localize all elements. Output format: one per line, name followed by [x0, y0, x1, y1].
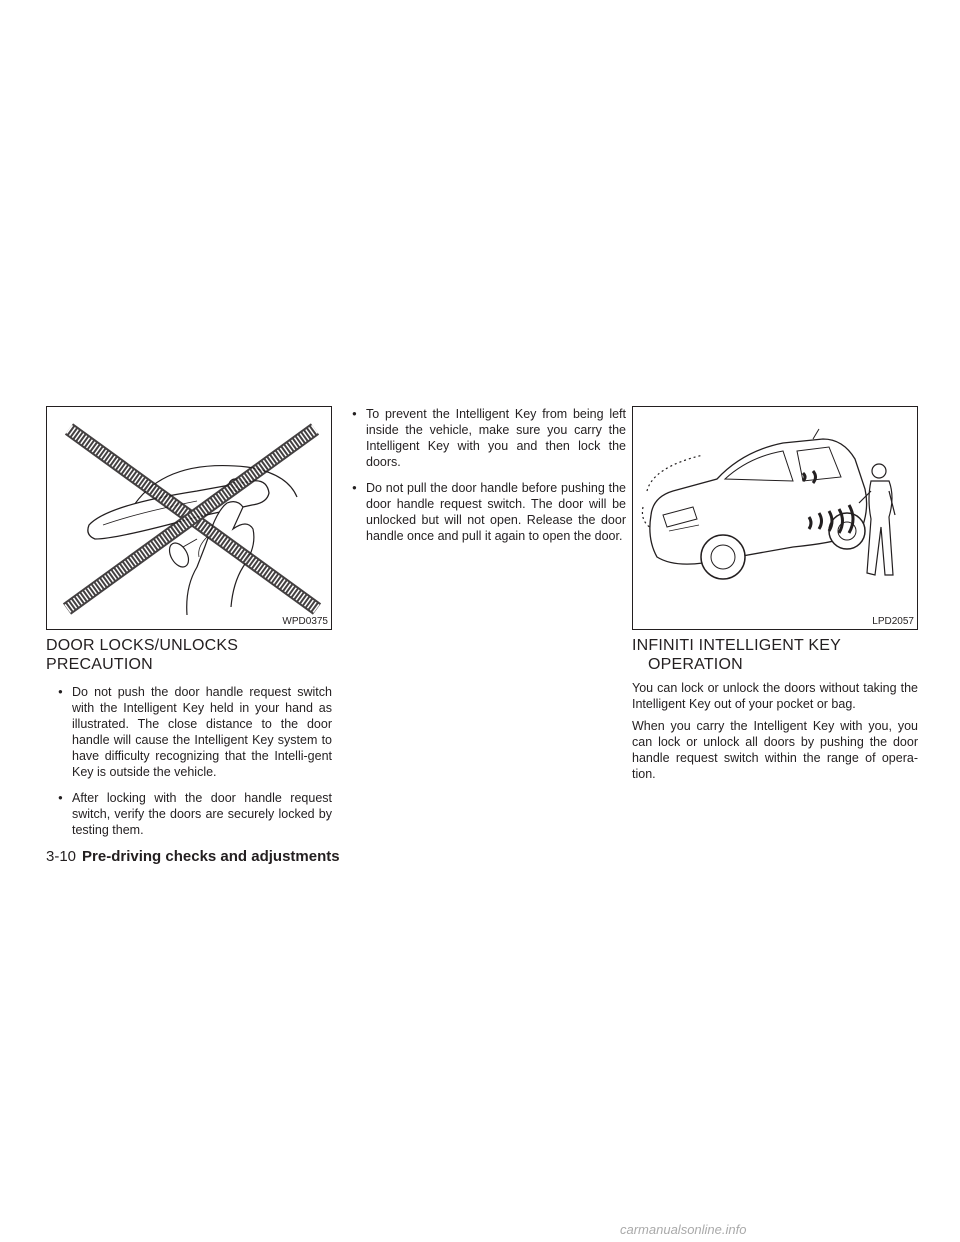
- heading-line-2: PRECAUTION: [46, 656, 153, 673]
- section-heading-intelligent-key: [632, 636, 922, 674]
- list-item: ● Do not push the door handle request switch with the Intelligent Key held in your hand as illustrated. The close distance to the door handle will cause the Intelligent Key system to have difficulty recognizing that the Intelli-gent Key is outside the vehicle.: [46, 684, 332, 780]
- heading-line-2: OPERATION: [648, 656, 743, 673]
- section-title: Pre-driving checks and adjustments: [82, 848, 340, 865]
- section-heading-door-locks: [46, 636, 336, 674]
- figure-intelligent-key-range: [632, 406, 918, 630]
- paragraph: You can lock or unlock the doors without taking the Intelligent Key out of your pocket or bag.: [632, 681, 918, 711]
- heading-line-1: DOOR LOCKS/UNLOCKS: [46, 637, 239, 654]
- precaution-bullet-list-continued: [340, 406, 626, 554]
- precaution-bullet-list: [46, 684, 332, 848]
- prohibited-cross-door-handle-illustration-icon: [47, 407, 332, 630]
- list-item: ● Do not pull the door handle before pushing the door handle request switch. The door will be unlocked but will not open. Release the door handle once and pull it again to open the door.: [340, 480, 626, 544]
- figure-code: LPD2057: [872, 616, 914, 627]
- watermark: carmanualsonline.info: [620, 1222, 747, 1237]
- car-intelligent-key-range-illustration-icon: [633, 407, 918, 630]
- heading-line-1: INFINITI INTELLIGENT KEY: [632, 637, 841, 654]
- page-number: 3-10: [46, 848, 77, 865]
- list-item: ● To prevent the Intelligent Key from being left inside the vehicle, make sure you carry the Intelligent Key with you and then lock the doors.: [340, 406, 626, 470]
- list-item: ● After locking with the door handle request switch, verify the doors are securely locked by testing them.: [46, 790, 332, 838]
- paragraph: When you carry the Intelligent Key with you, you can lock or unlock all doors by pushing the door handle request switch within the range of opera-tion.: [632, 719, 918, 781]
- figure-code: WPD0375: [282, 616, 328, 627]
- figure-door-handle-prohibited: [46, 406, 332, 630]
- page-footer: [46, 848, 340, 866]
